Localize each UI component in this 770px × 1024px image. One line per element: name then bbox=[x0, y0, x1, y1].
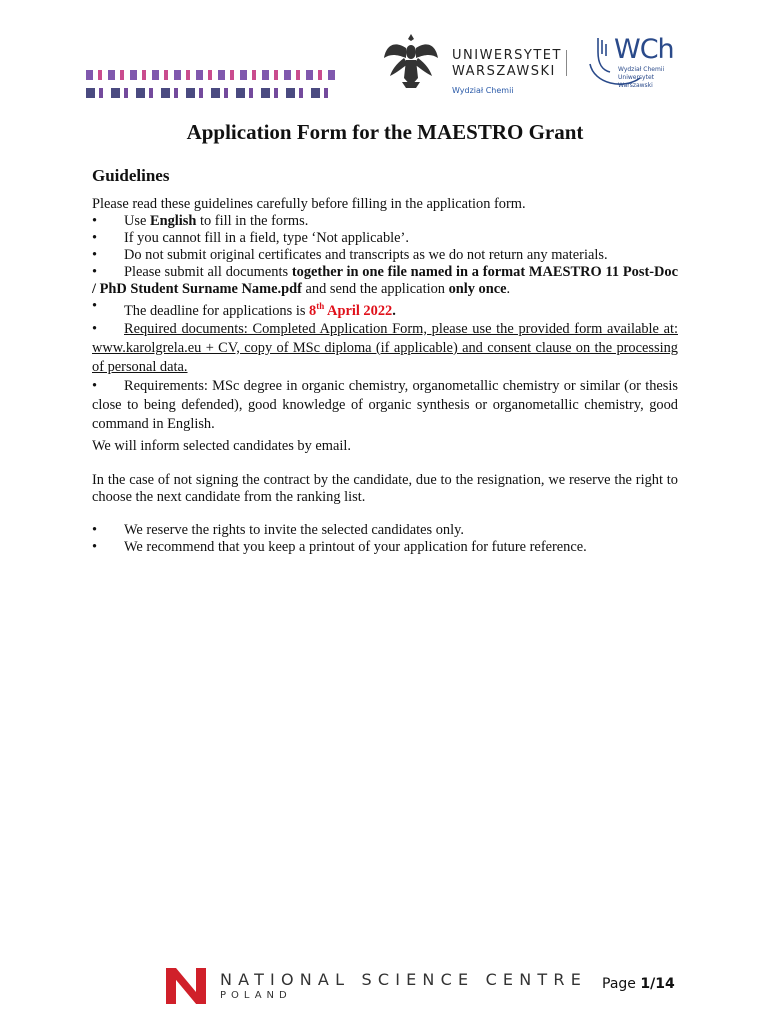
partner-logo-blurred bbox=[86, 66, 336, 106]
bullet-file-format: • Please submit all documents together in one file named in a format MAESTRO 11 Post-Doc / PhD Student Surname Name.pdf and send the application only once. bbox=[92, 264, 678, 297]
bullet-dot: • bbox=[92, 320, 98, 337]
bullet-required-documents: • Required documents: Completed Application Form, please use the provided form available at: www.karolgrela.eu + CV, copy of MSc diploma (if applicable) and consent clause on the processing of personal data. bbox=[92, 320, 678, 375]
ncn-logo-icon bbox=[166, 968, 206, 1004]
bullet-dot: • bbox=[92, 521, 98, 538]
wch-logo-subtitle: Wydział Chemii Uniwersytet Warszawski bbox=[618, 66, 665, 89]
wch-logo-text: WCh bbox=[614, 34, 674, 65]
bullet-dot: • bbox=[92, 247, 98, 263]
bullet-dot: • bbox=[92, 298, 98, 314]
bullet-dot: • bbox=[92, 538, 98, 555]
deadline-date: 8th April 2022 bbox=[309, 301, 393, 319]
guidelines-content bbox=[92, 196, 678, 556]
faculty-label: Wydział Chemii bbox=[452, 86, 514, 95]
bullet-originals: • Do not submit original certificates and transcripts as we do not return any materials. bbox=[92, 247, 608, 263]
bullet-english: • Use English to fill in the forms. bbox=[92, 213, 309, 229]
partner-logo-line-2 bbox=[86, 88, 336, 98]
footer-country: POLAND bbox=[220, 990, 292, 1001]
bullet-deadline: • The deadline for applications is 8th April 2022. bbox=[92, 298, 396, 319]
bullet-dot: • bbox=[92, 213, 98, 229]
footer-org-name: NATIONAL SCIENCE CENTRE bbox=[220, 970, 588, 989]
page-title: Application Form for the MAESTRO Grant bbox=[186, 120, 584, 144]
page-number: Page 1/14 bbox=[602, 976, 675, 992]
inform-text: We will inform selected candidates by email. bbox=[92, 437, 351, 454]
bullet-not-applicable: • If you cannot fill in a field, type ‘Not applicable’. bbox=[92, 230, 409, 246]
university-name: UNIWERSYTET WARSZAWSKI bbox=[452, 48, 562, 79]
bullet-keep-printout: • We recommend that you keep a printout of your application for future reference. bbox=[92, 538, 587, 555]
bullet-dot: • bbox=[92, 377, 98, 394]
bullet-dot: • bbox=[92, 264, 98, 280]
resignation-text: In the case of not signing the contract by the candidate, due to the resignation, we reserve the right to choose the next candidate from the ranking list. bbox=[92, 471, 678, 505]
logo-separator bbox=[566, 50, 567, 76]
bullet-dot: • bbox=[92, 230, 98, 246]
section-heading: Guidelines bbox=[92, 166, 170, 185]
bullet-requirements: • Requirements: MSc degree in organic chemistry, organometallic chemistry or similar (or thesis close to being defended), good knowledge of organic synthesis or organometallic chemistry, good command in English. bbox=[92, 377, 678, 432]
bullet-reserve-rights: • We reserve the rights to invite the selected candidates only. bbox=[92, 521, 464, 538]
partner-logo-line-1 bbox=[86, 70, 336, 80]
intro-text: Please read these guidelines carefully before filling in the application form. bbox=[92, 196, 526, 212]
university-eagle-icon bbox=[380, 30, 442, 92]
